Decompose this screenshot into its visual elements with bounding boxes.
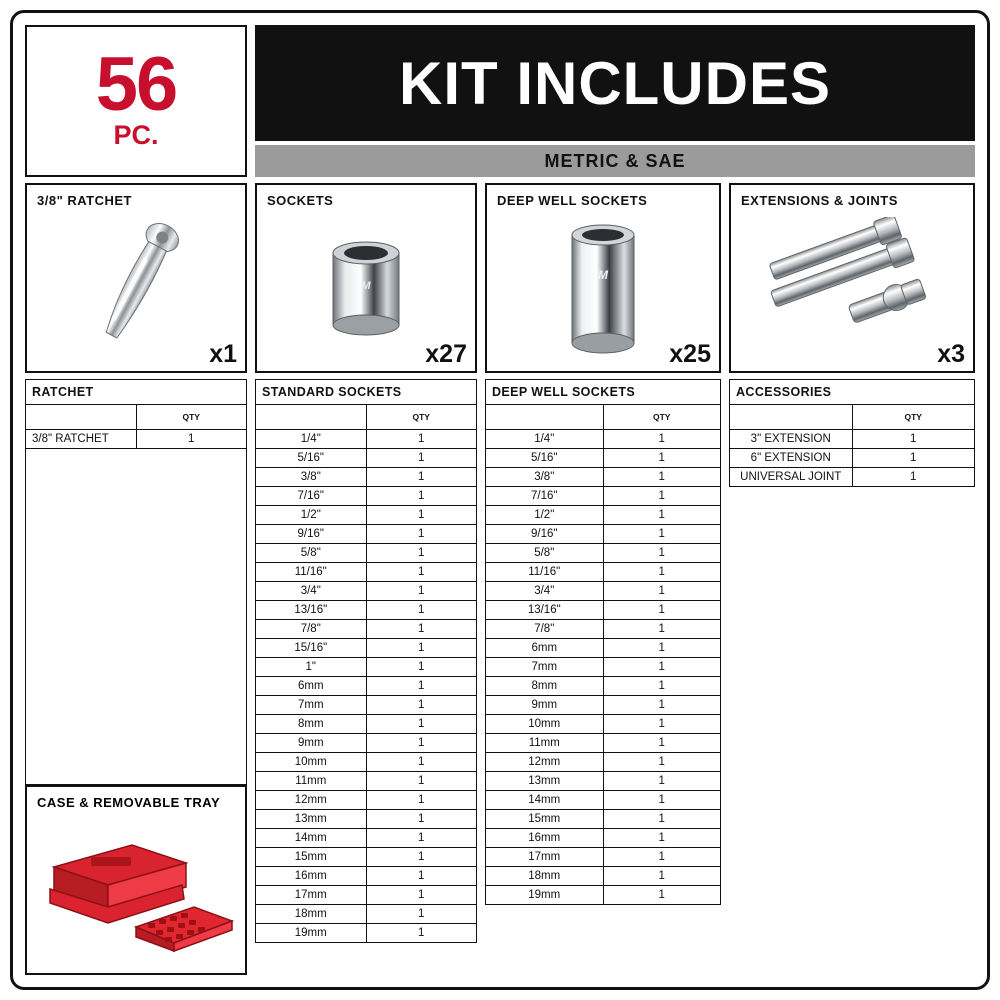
ratchet-table <box>25 379 247 449</box>
table-row <box>486 639 721 658</box>
row-name: 9/16" <box>486 525 604 544</box>
svg-text:M: M <box>361 280 371 292</box>
row-name: 11mm <box>256 772 367 791</box>
row-name: 1/2" <box>256 506 367 525</box>
row-qty: 1 <box>603 715 721 734</box>
row-qty: 1 <box>603 430 721 449</box>
panel-qty: x27 <box>425 340 467 368</box>
table-row <box>486 506 721 525</box>
table-row <box>256 544 477 563</box>
row-name: 3/8" RATCHET <box>26 430 137 449</box>
ratchet-name-header <box>26 405 137 430</box>
row-qty: 1 <box>852 468 975 487</box>
row-qty: 1 <box>366 525 477 544</box>
table-row <box>256 829 477 848</box>
row-name: 13mm <box>256 810 367 829</box>
panel-qty: x3 <box>937 340 965 368</box>
row-name: 15mm <box>256 848 367 867</box>
row-qty: 1 <box>603 829 721 848</box>
row-name: 17mm <box>486 848 604 867</box>
panel-title: EXTENSIONS & JOINTS <box>741 193 898 208</box>
row-name: 14mm <box>486 791 604 810</box>
column-deep-well-sockets <box>485 379 721 975</box>
row-qty: 1 <box>603 506 721 525</box>
row-name: 15/16" <box>256 639 367 658</box>
standard-qty-header: QTY <box>366 405 477 430</box>
table-row <box>256 506 477 525</box>
header <box>25 25 975 177</box>
row-name: 6mm <box>486 639 604 658</box>
ratchet-empty-space <box>25 449 247 785</box>
panel-title: CASE & REMOVABLE TRAY <box>37 795 221 810</box>
row-name: 7/16" <box>486 487 604 506</box>
column-accessories <box>729 379 975 975</box>
section-header-ratchet: RATCHET <box>26 380 247 405</box>
row-name: 7/8" <box>256 620 367 639</box>
table-row <box>486 886 721 905</box>
table-row <box>256 753 477 772</box>
row-qty: 1 <box>366 867 477 886</box>
table-row <box>256 677 477 696</box>
table-row <box>256 430 477 449</box>
row-name: 12mm <box>256 791 367 810</box>
table-row <box>486 468 721 487</box>
row-qty: 1 <box>366 563 477 582</box>
accessories-body <box>730 430 975 487</box>
row-qty: 1 <box>366 658 477 677</box>
row-name: 7mm <box>486 658 604 677</box>
row-qty: 1 <box>603 544 721 563</box>
deep-well-sockets-table <box>485 379 721 905</box>
row-qty: 1 <box>136 430 247 449</box>
table-row <box>486 544 721 563</box>
table-row <box>486 791 721 810</box>
row-qty: 1 <box>366 620 477 639</box>
panel-qty: x25 <box>669 340 711 368</box>
table-row <box>256 715 477 734</box>
table-row <box>486 620 721 639</box>
row-qty: 1 <box>603 582 721 601</box>
row-name: 10mm <box>486 715 604 734</box>
row-name: 6" EXTENSION <box>730 449 853 468</box>
row-qty: 1 <box>366 582 477 601</box>
table-row <box>256 620 477 639</box>
row-name: 11/16" <box>486 563 604 582</box>
panel-extensions-joints <box>729 183 975 373</box>
piece-count-number: 56 <box>95 42 177 128</box>
row-name: 16mm <box>256 867 367 886</box>
row-name: 3/8" <box>256 468 367 487</box>
section-header-deep-well: DEEP WELL SOCKETS <box>486 380 721 405</box>
table-row <box>486 829 721 848</box>
row-qty: 1 <box>603 601 721 620</box>
table-row <box>486 848 721 867</box>
table-row <box>256 791 477 810</box>
row-name: 1" <box>256 658 367 677</box>
row-qty: 1 <box>366 829 477 848</box>
table-row <box>486 582 721 601</box>
table-row <box>256 582 477 601</box>
section-header-standard-sockets: STANDARD SOCKETS <box>256 380 477 405</box>
accessories-table <box>729 379 975 487</box>
panel-title: SOCKETS <box>267 193 334 208</box>
row-qty: 1 <box>603 468 721 487</box>
svg-text:M: M <box>598 268 608 282</box>
table-row <box>730 449 975 468</box>
table-row <box>256 449 477 468</box>
table-row <box>256 886 477 905</box>
row-name: 19mm <box>256 924 367 943</box>
table-row <box>256 639 477 658</box>
row-name: 5/8" <box>256 544 367 563</box>
piece-count-box <box>25 25 247 177</box>
section-header-accessories: ACCESSORIES <box>730 380 975 405</box>
row-name: 17mm <box>256 886 367 905</box>
deep-well-sockets-body <box>486 430 721 905</box>
table-row <box>256 487 477 506</box>
row-qty: 1 <box>603 563 721 582</box>
table-row <box>486 734 721 753</box>
row-name: 8mm <box>256 715 367 734</box>
table-row <box>486 601 721 620</box>
document-frame <box>10 10 990 990</box>
row-qty: 1 <box>366 601 477 620</box>
row-name: 7/16" <box>256 487 367 506</box>
table-row <box>256 867 477 886</box>
row-name: 14mm <box>256 829 367 848</box>
row-name: 5/8" <box>486 544 604 563</box>
row-qty: 1 <box>603 791 721 810</box>
table-row <box>486 753 721 772</box>
deep-well-name-header <box>486 405 604 430</box>
panel-title: DEEP WELL SOCKETS <box>497 193 648 208</box>
row-name: 6mm <box>256 677 367 696</box>
row-qty: 1 <box>366 848 477 867</box>
row-qty: 1 <box>603 696 721 715</box>
row-name: 9mm <box>486 696 604 715</box>
table-row <box>486 772 721 791</box>
row-name: 16mm <box>486 829 604 848</box>
table-row <box>26 430 247 449</box>
row-qty: 1 <box>603 487 721 506</box>
standard-name-header <box>256 405 367 430</box>
row-name: 7mm <box>256 696 367 715</box>
row-qty: 1 <box>366 886 477 905</box>
row-qty: 1 <box>603 848 721 867</box>
row-name: 11mm <box>486 734 604 753</box>
row-qty: 1 <box>603 639 721 658</box>
row-qty: 1 <box>603 677 721 696</box>
row-qty: 1 <box>603 772 721 791</box>
row-qty: 1 <box>366 487 477 506</box>
standard-sockets-body <box>256 430 477 943</box>
table-row <box>256 772 477 791</box>
row-qty: 1 <box>603 620 721 639</box>
row-name: 18mm <box>256 905 367 924</box>
row-name: 3/4" <box>486 582 604 601</box>
accessories-name-header <box>730 405 853 430</box>
panel-sockets <box>255 183 477 373</box>
row-name: 3/8" <box>486 468 604 487</box>
ratchet-qty-header: QTY <box>136 405 247 430</box>
row-qty: 1 <box>603 886 721 905</box>
row-name: 7/8" <box>486 620 604 639</box>
table-row <box>730 468 975 487</box>
table-row <box>256 525 477 544</box>
row-qty: 1 <box>852 430 975 449</box>
row-name: 19mm <box>486 886 604 905</box>
product-panels <box>25 183 975 373</box>
row-name: 3/4" <box>256 582 367 601</box>
row-qty: 1 <box>366 677 477 696</box>
header-right <box>255 25 975 177</box>
table-row <box>256 658 477 677</box>
table-row <box>256 696 477 715</box>
table-row <box>486 677 721 696</box>
case-tray-icon <box>27 809 245 969</box>
table-row <box>486 810 721 829</box>
row-qty: 1 <box>366 468 477 487</box>
row-qty: 1 <box>603 867 721 886</box>
row-qty: 1 <box>366 810 477 829</box>
table-row <box>486 696 721 715</box>
row-qty: 1 <box>366 772 477 791</box>
row-name: 15mm <box>486 810 604 829</box>
spec-tables <box>25 379 975 975</box>
table-row <box>256 563 477 582</box>
row-qty: 1 <box>366 430 477 449</box>
row-name: 11/16" <box>256 563 367 582</box>
table-row <box>730 430 975 449</box>
row-qty: 1 <box>366 696 477 715</box>
row-qty: 1 <box>603 525 721 544</box>
table-row <box>486 867 721 886</box>
accessories-qty-header: QTY <box>852 405 975 430</box>
row-qty: 1 <box>603 449 721 468</box>
row-qty: 1 <box>366 753 477 772</box>
row-qty: 1 <box>366 791 477 810</box>
row-name: 5/16" <box>256 449 367 468</box>
deep-well-qty-header: QTY <box>603 405 721 430</box>
table-row <box>256 905 477 924</box>
row-qty: 1 <box>603 810 721 829</box>
panel-deep-well-sockets <box>485 183 721 373</box>
row-name: 8mm <box>486 677 604 696</box>
row-qty: 1 <box>366 544 477 563</box>
table-row <box>486 487 721 506</box>
row-name: 1/2" <box>486 506 604 525</box>
subtitle-bar: METRIC & SAE <box>255 145 975 177</box>
panel-title: 3/8" RATCHET <box>37 193 132 208</box>
table-row <box>256 810 477 829</box>
row-qty: 1 <box>603 753 721 772</box>
standard-sockets-table <box>255 379 477 943</box>
table-row <box>256 734 477 753</box>
table-row <box>486 449 721 468</box>
row-qty: 1 <box>366 924 477 943</box>
row-name: 5/16" <box>486 449 604 468</box>
row-name: UNIVERSAL JOINT <box>730 468 853 487</box>
table-row <box>486 563 721 582</box>
row-qty: 1 <box>366 715 477 734</box>
table-row <box>486 715 721 734</box>
row-qty: 1 <box>852 449 975 468</box>
table-row <box>256 601 477 620</box>
panel-ratchet <box>25 183 247 373</box>
row-name: 18mm <box>486 867 604 886</box>
row-name: 13/16" <box>256 601 367 620</box>
row-name: 1/4" <box>256 430 367 449</box>
panel-qty: x1 <box>209 340 237 368</box>
row-qty: 1 <box>603 734 721 753</box>
table-row <box>486 525 721 544</box>
row-name: 13mm <box>486 772 604 791</box>
piece-count-label: PC. <box>113 119 159 150</box>
table-row <box>256 468 477 487</box>
panel-case-tray <box>25 785 247 975</box>
row-name: 9mm <box>256 734 367 753</box>
row-qty: 1 <box>366 639 477 658</box>
row-name: 1/4" <box>486 430 604 449</box>
table-row <box>256 848 477 867</box>
table-row <box>486 430 721 449</box>
row-qty: 1 <box>366 734 477 753</box>
row-qty: 1 <box>603 658 721 677</box>
column-standard-sockets <box>255 379 477 975</box>
table-row <box>486 658 721 677</box>
row-name: 3" EXTENSION <box>730 430 853 449</box>
row-name: 9/16" <box>256 525 367 544</box>
row-name: 12mm <box>486 753 604 772</box>
row-qty: 1 <box>366 905 477 924</box>
row-name: 13/16" <box>486 601 604 620</box>
table-row <box>256 924 477 943</box>
row-qty: 1 <box>366 449 477 468</box>
page-title: KIT INCLUDES <box>255 25 975 141</box>
row-qty: 1 <box>366 506 477 525</box>
row-name: 10mm <box>256 753 367 772</box>
column-ratchet <box>25 379 247 975</box>
